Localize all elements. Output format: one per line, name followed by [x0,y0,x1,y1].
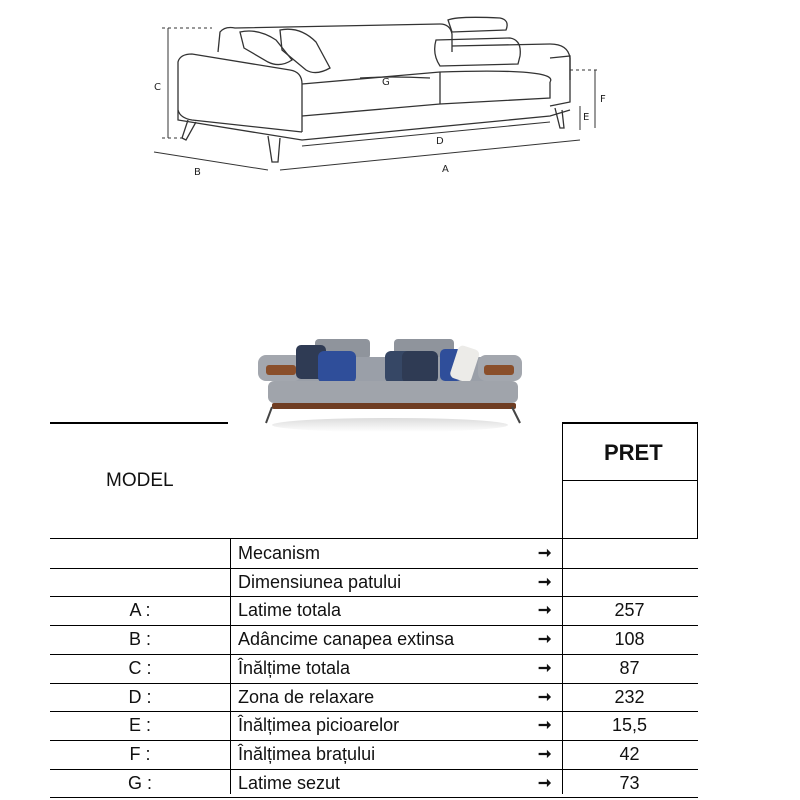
sofa-product-photo [250,335,540,435]
arrow-icon: ➞ [538,688,552,706]
spec-label: Înălțimea picioarelor [238,715,400,736]
arrow-icon: ➞ [538,573,552,591]
label-g: G [382,77,390,88]
spec-row [50,539,698,568]
spec-row [50,711,698,740]
price-header: PRET [604,440,663,465]
spec-value: 15,5 [611,715,648,736]
label-d: D [436,136,444,147]
spec-code: C : [128,657,152,678]
spec-row [50,625,698,654]
arrow-icon: ➞ [538,745,552,763]
spec-value: 108 [614,629,645,650]
arrow-icon: ➞ [538,631,552,649]
spec-row [50,568,698,597]
spec-label: Înălțimea brațului [238,743,376,764]
spec-label: Mecanism [238,543,321,563]
spec-code: E : [128,715,151,736]
arrow-icon: ➞ [538,602,552,620]
spec-code: A : [129,600,151,621]
spec-value: 73 [619,772,640,793]
label-b: B [194,167,201,178]
spec-row [50,596,698,625]
arrow-icon: ➞ [538,545,552,562]
spec-value: 232 [614,686,645,707]
arrow-icon: ➞ [538,659,552,677]
spec-value: 257 [614,600,645,621]
spec-label: Latime totala [238,600,342,621]
spec-row [50,683,698,712]
spec-label: Înălțime totala [238,657,351,678]
spec-row [50,740,698,769]
spec-row [50,654,698,683]
spec-label: Adâncime canapea extinsa [238,629,455,650]
table-top-line-left [50,422,228,424]
spec-row [50,769,698,798]
spec-label: Zona de relaxare [238,686,375,707]
spec-code: D : [128,686,152,707]
table-top-line-right [562,422,698,424]
label-a: A [442,164,449,175]
spec-label: Dimensiunea patului [238,571,402,592]
spec-value: 87 [619,657,640,678]
label-e: E [583,112,590,123]
spec-code: G : [127,772,152,793]
arrow-icon: ➞ [538,774,552,792]
label-c: C [154,82,161,93]
price-header-divider [562,480,698,481]
sofa-dimension-sketch [140,10,606,190]
spec-label: Latime sezut [238,772,341,793]
spec-code: B : [128,629,151,650]
spec-code: F : [129,743,151,764]
spec-value: 42 [619,743,640,764]
model-header: MODEL [106,470,174,491]
row-divider [50,797,698,798]
arrow-icon: ➞ [538,717,552,735]
label-f: F [600,94,606,105]
